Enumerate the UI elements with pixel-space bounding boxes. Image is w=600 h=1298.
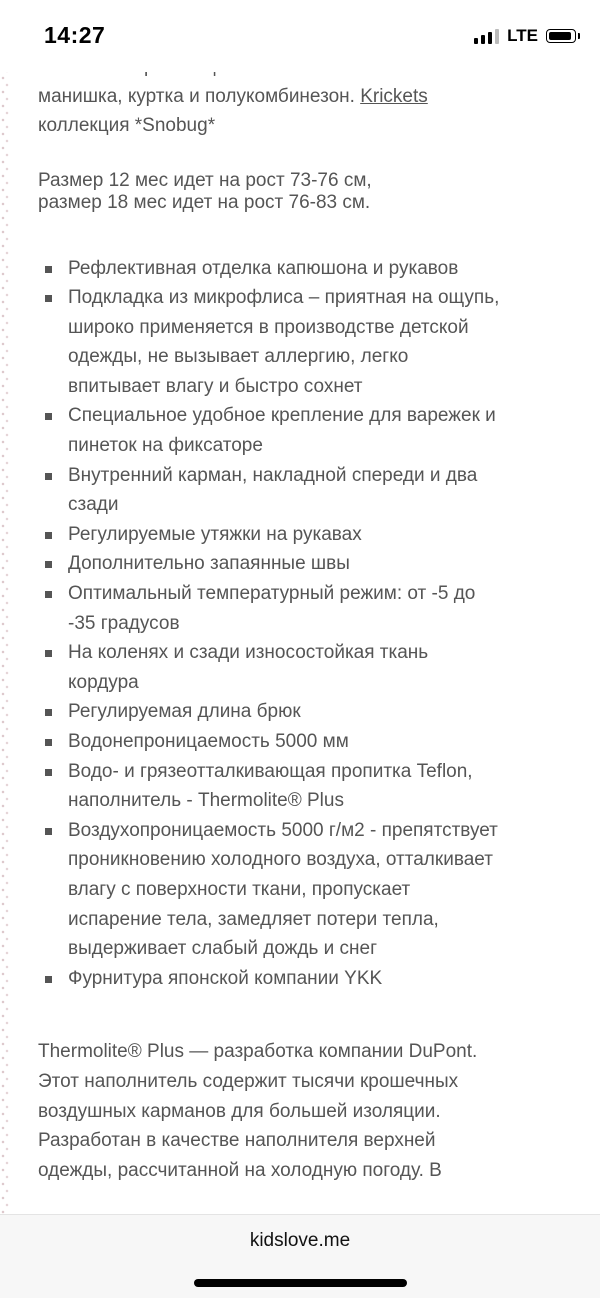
description-line: Этот наполнитель содержит тысячи крошечных xyxy=(38,1070,459,1092)
feature-item xyxy=(38,697,568,727)
feature-line: испарение тела, замедляет потери тепла, xyxy=(68,908,439,930)
feature-line: одежды, не вызывает аллергию, легко xyxy=(68,346,409,368)
status-time: 14:27 xyxy=(44,22,106,48)
status-indicators xyxy=(474,26,576,46)
feature-line: сзади xyxy=(68,494,119,516)
feature-line: впитывает влагу и быстро сохнет xyxy=(68,375,363,397)
bullet-icon xyxy=(45,413,52,420)
feature-line: -35 градусов xyxy=(68,612,180,634)
intro-line: коллекция *Snobug* xyxy=(38,115,216,136)
feature-item xyxy=(38,964,568,994)
bullet-icon xyxy=(45,828,52,835)
url-label[interactable]: kidslove.me xyxy=(249,1230,351,1251)
feature-line: Дополнительно запаянные швы xyxy=(68,553,350,575)
description-line: Thermolite® Plus — разработка компании DuPont. xyxy=(38,1041,478,1063)
browser-address-bar xyxy=(0,1214,600,1298)
size-line: размер 18 мес идет на рост 76-83 см. xyxy=(38,191,371,213)
bullet-icon xyxy=(45,769,52,776)
feature-line: влагу с поверхности ткани, пропускает xyxy=(68,878,411,900)
bullet-icon xyxy=(45,650,52,657)
feature-list xyxy=(38,254,568,994)
bullet-icon xyxy=(45,295,52,302)
feature-line: Оптимальный температурный режим: от -5 до xyxy=(68,583,476,605)
bullet-icon xyxy=(45,591,52,598)
feature-line: Специальное удобное крепление для варежек и xyxy=(68,405,496,427)
product-description xyxy=(38,52,568,1185)
battery-icon xyxy=(546,29,576,43)
feature-item xyxy=(38,757,568,816)
feature-line: Воздухопроницаемость 5000 г/м2 - препятствует xyxy=(68,819,498,841)
feature-line: Регулируемые утяжки на рукавах xyxy=(68,523,362,545)
feature-line: кордура xyxy=(68,671,139,693)
feature-line: Водонепроницаемость 5000 мм xyxy=(68,731,349,752)
intro-line-text: манишка, куртка и полукомбинезон. xyxy=(38,85,361,107)
feature-line: широко применяется в производстве детской xyxy=(68,316,469,338)
bullet-icon xyxy=(45,561,52,568)
size-info xyxy=(38,170,568,214)
krickets-link[interactable]: Krickets xyxy=(360,85,428,107)
feature-item xyxy=(38,254,568,284)
feature-line: Фурнитура японской компании YKK xyxy=(68,967,383,989)
bullet-icon xyxy=(45,473,52,480)
feature-item xyxy=(38,401,568,460)
decorative-border xyxy=(0,60,10,1215)
description-line: Разработан в качестве наполнителя верхней xyxy=(38,1130,436,1152)
feature-item xyxy=(38,638,568,697)
feature-line: Рефлективная отделка капюшона и рукавов xyxy=(68,257,459,279)
feature-line: проникновению холодного воздуха, отталкивает xyxy=(68,849,493,871)
status-bar xyxy=(0,0,600,72)
feature-line: Внутренний карман, накладной спереди и два xyxy=(68,464,478,486)
feature-item xyxy=(38,816,568,964)
size-line: Размер 12 мес идет на рост 73-76 см, xyxy=(38,169,372,191)
thermolite-description xyxy=(38,1037,568,1185)
feature-line: наполнитель - Thermolite® Plus xyxy=(68,790,344,812)
bullet-icon xyxy=(45,976,52,983)
feature-line: Водо- и грязеотталкивающая пропитка Teflon, xyxy=(68,760,473,782)
feature-line: На коленях и сзади износостойкая ткань xyxy=(68,642,429,664)
feature-item xyxy=(38,727,568,757)
feature-item xyxy=(38,461,568,520)
feature-item xyxy=(38,283,568,401)
network-type: LTE xyxy=(507,26,538,45)
bullet-icon xyxy=(45,709,52,716)
cellular-signal-icon xyxy=(474,28,499,44)
feature-line: пинеток на фиксаторе xyxy=(68,435,263,457)
home-indicator[interactable] xyxy=(194,1279,407,1287)
feature-item xyxy=(38,549,568,579)
feature-line: выдерживает слабый дождь и снег xyxy=(68,938,378,960)
description-line: одежды, рассчитанной на холодную погоду. В xyxy=(38,1159,442,1181)
bullet-icon xyxy=(45,532,52,539)
feature-line: Подкладка из микрофлиса – приятная на ощупь, xyxy=(68,287,500,309)
feature-item xyxy=(38,579,568,638)
description-line: воздушных карманов для большей изоляции. xyxy=(38,1100,441,1122)
bullet-icon xyxy=(45,739,52,746)
feature-line: Регулируемая длина брюк xyxy=(68,701,301,723)
bullet-icon xyxy=(45,266,52,273)
feature-item xyxy=(38,520,568,550)
intro-line xyxy=(38,82,568,112)
